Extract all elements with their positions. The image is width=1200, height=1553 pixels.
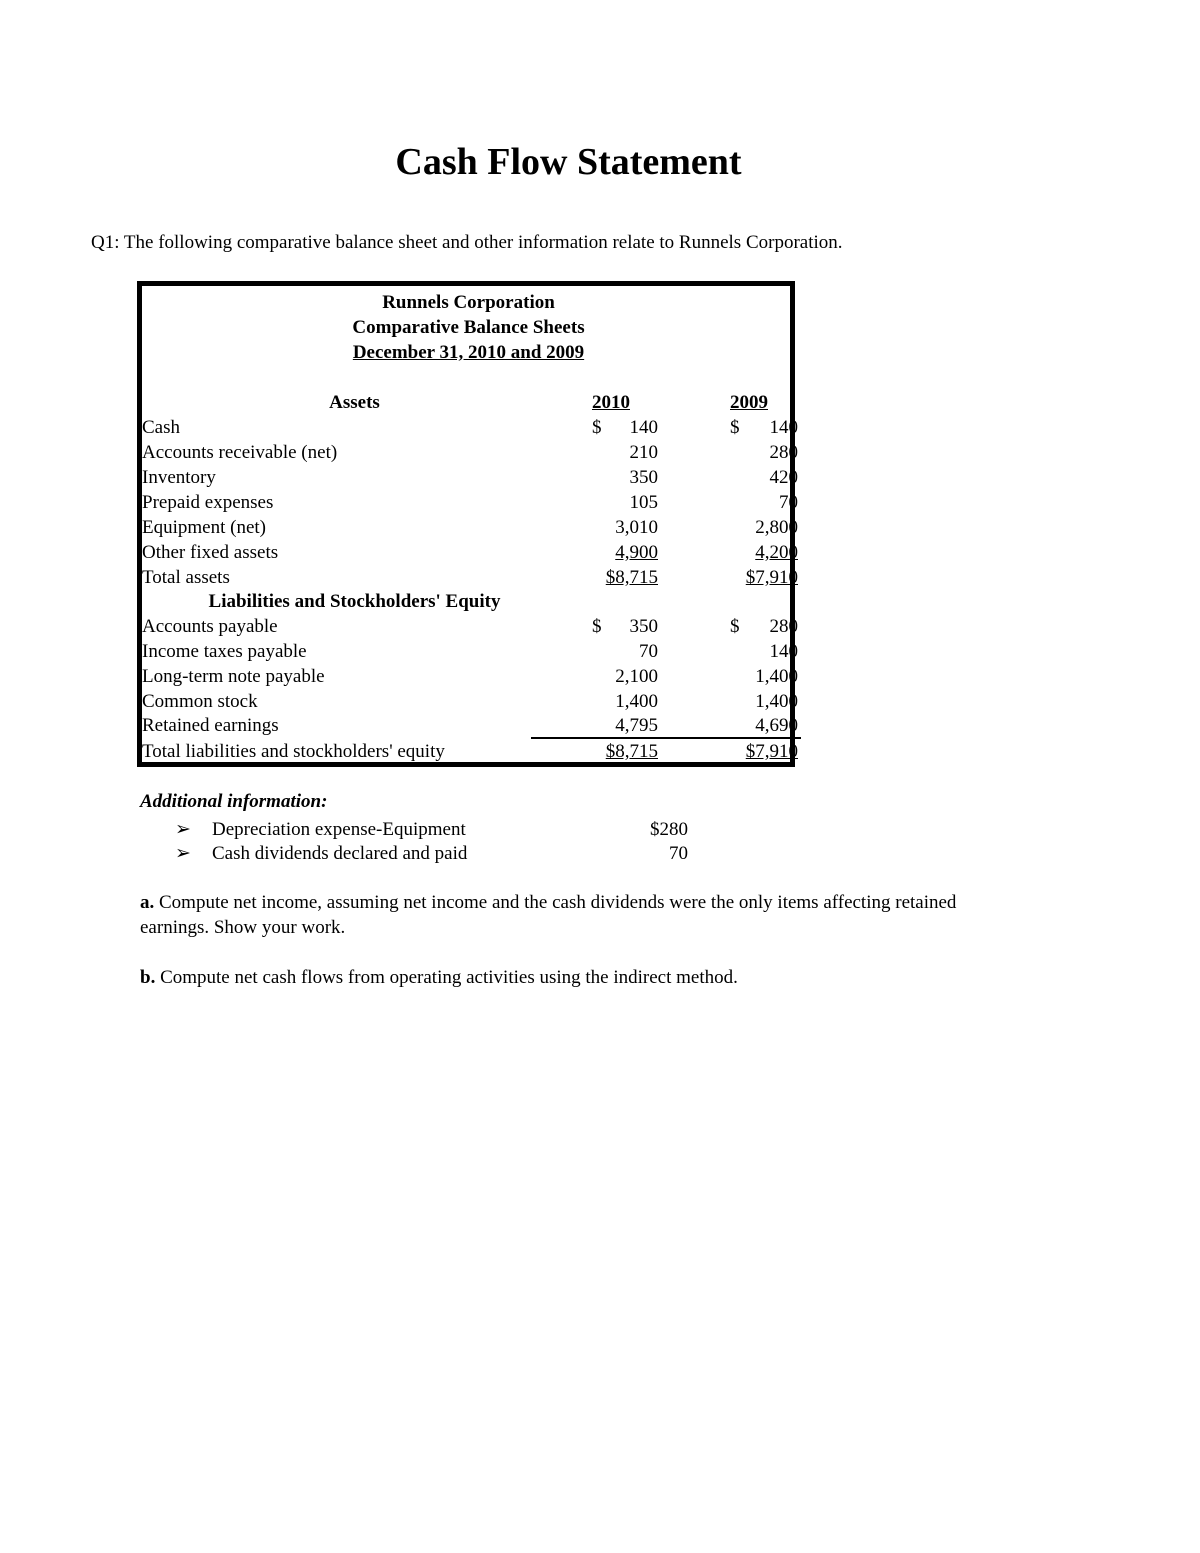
value-2009: 70 bbox=[779, 492, 798, 513]
value-2009: 4,200 bbox=[755, 542, 798, 563]
value-2009: $7,910 bbox=[745, 741, 798, 762]
row-label: Common stock bbox=[142, 691, 258, 712]
year-2010-header: 2010 bbox=[592, 392, 630, 413]
balance-sheet-table bbox=[137, 281, 798, 767]
table-row bbox=[142, 465, 842, 490]
value-2010: 105 bbox=[629, 492, 658, 513]
question-b-text: Compute net cash flows from operating activities using the indirect method. bbox=[155, 967, 738, 988]
item-label: Cash dividends declared and paid bbox=[212, 843, 468, 864]
year-2009-header: 2009 bbox=[730, 392, 768, 413]
table-row bbox=[142, 713, 842, 738]
list-item bbox=[175, 841, 735, 866]
item-amount: 70 bbox=[669, 843, 688, 864]
statement-name: Comparative Balance Sheets bbox=[352, 317, 585, 338]
row-label: Prepaid expenses bbox=[142, 492, 274, 513]
dollar-sign: $ bbox=[730, 616, 740, 637]
value-2010: 2,100 bbox=[615, 666, 658, 687]
value-2009: $7,910 bbox=[745, 567, 798, 588]
value-2009: 280 bbox=[769, 442, 798, 463]
liabilities-heading: Liabilities and Stockholders' Equity bbox=[208, 591, 501, 612]
dollar-sign: $ bbox=[730, 417, 740, 438]
value-2010: 4,795 bbox=[615, 715, 658, 736]
value-2009: 2,800 bbox=[755, 517, 798, 538]
table-row bbox=[142, 565, 842, 590]
value-2010: 70 bbox=[639, 641, 658, 662]
row-label: Total assets bbox=[142, 567, 230, 588]
section-heading-row bbox=[142, 589, 842, 614]
value-2010: 210 bbox=[629, 442, 658, 463]
value-2010: 140 bbox=[629, 417, 658, 438]
item-label: Depreciation expense-Equipment bbox=[212, 819, 466, 840]
value-2010: 1,400 bbox=[615, 691, 658, 712]
row-label: Inventory bbox=[142, 467, 216, 488]
row-label: Cash bbox=[142, 417, 180, 438]
value-2010: 4,900 bbox=[615, 542, 658, 563]
row-label: Accounts payable bbox=[142, 616, 278, 637]
table-row bbox=[142, 614, 842, 639]
table-row bbox=[142, 664, 842, 689]
question-intro: Q1: The following comparative balance sheet and other information relate to Runnels Corporation. bbox=[91, 232, 843, 253]
additional-info-heading: Additional information: bbox=[140, 791, 328, 812]
list-item bbox=[175, 817, 735, 842]
table-row bbox=[142, 540, 842, 565]
question-a bbox=[140, 890, 1020, 940]
value-2009: 4,690 bbox=[755, 715, 798, 736]
row-label: Income taxes payable bbox=[142, 641, 307, 662]
value-2009: 1,400 bbox=[755, 691, 798, 712]
value-2010: $8,715 bbox=[605, 567, 658, 588]
table-row bbox=[142, 689, 842, 714]
value-2009: 280 bbox=[769, 616, 798, 637]
value-2009: 1,400 bbox=[755, 666, 798, 687]
table-row bbox=[142, 490, 842, 515]
table-row bbox=[142, 440, 842, 465]
value-2010: 3,010 bbox=[615, 517, 658, 538]
item-amount: $280 bbox=[650, 819, 688, 840]
value-2009: 140 bbox=[769, 641, 798, 662]
column-header-row bbox=[142, 390, 842, 415]
value-2009: 140 bbox=[769, 417, 798, 438]
statement-date: December 31, 2010 and 2009 bbox=[352, 342, 585, 363]
question-a-marker: a. bbox=[140, 892, 155, 913]
value-2010: 350 bbox=[629, 616, 658, 637]
value-2010: 350 bbox=[629, 467, 658, 488]
arrow-bullet-icon: ➢ bbox=[175, 819, 191, 840]
table-row bbox=[142, 515, 842, 540]
value-2009: 420 bbox=[769, 467, 798, 488]
question-b bbox=[140, 965, 1020, 990]
table-row bbox=[142, 739, 842, 764]
row-label: Equipment (net) bbox=[142, 517, 266, 538]
arrow-bullet-icon: ➢ bbox=[175, 843, 191, 864]
document-title: Cash Flow Statement bbox=[395, 141, 742, 183]
row-label: Accounts receivable (net) bbox=[142, 442, 338, 463]
company-name: Runnels Corporation bbox=[382, 292, 555, 313]
table-row bbox=[142, 639, 842, 664]
row-label: Retained earnings bbox=[142, 715, 279, 736]
value-2010: $8,715 bbox=[605, 741, 658, 762]
dollar-sign: $ bbox=[592, 616, 602, 637]
dollar-sign: $ bbox=[592, 417, 602, 438]
row-label: Long-term note payable bbox=[142, 666, 325, 687]
row-label: Other fixed assets bbox=[142, 542, 279, 563]
question-a-text: Compute net income, assuming net income and the cash dividends were the only items affecting retained earnings. Show your work. bbox=[140, 892, 957, 938]
assets-heading: Assets bbox=[329, 392, 380, 413]
row-label: Total liabilities and stockholders' equity bbox=[142, 741, 445, 762]
question-b-marker: b. bbox=[140, 967, 156, 988]
table-row bbox=[142, 415, 842, 440]
